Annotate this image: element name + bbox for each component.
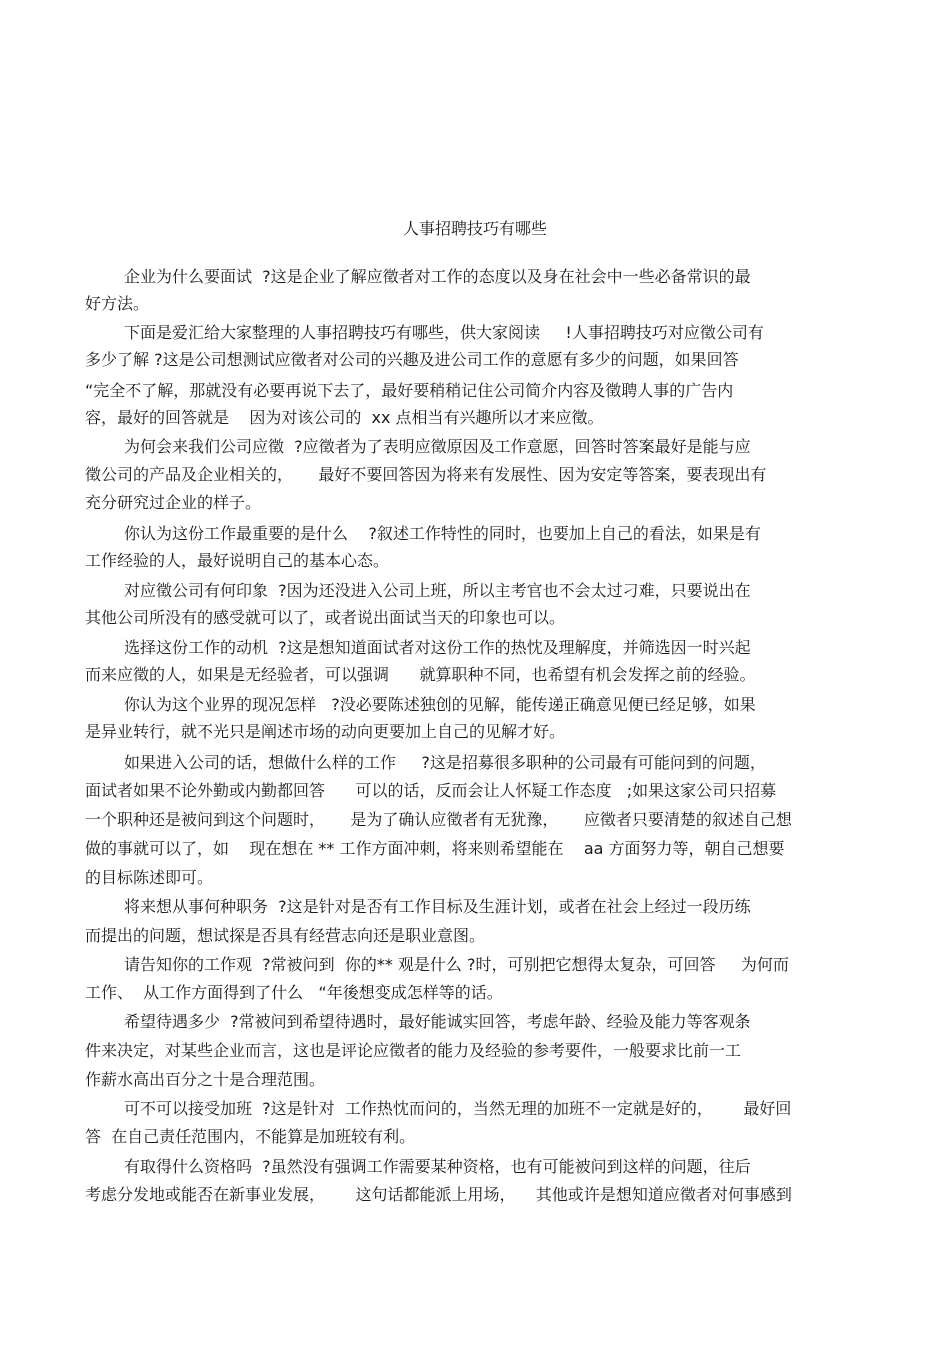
text-line: 件来决定，对某些企业而言，这也是评论应徵者的能力及经验的参考要件，一般要求比前一工 (85, 1041, 742, 1060)
text-line: 下面是爱汇给大家整理的人事招聘技巧有哪些，供大家阅读 !人事招聘技巧对应徵公司有 (124, 323, 764, 342)
text-line: 容，最好的回答就是 因为对该公司的 xx 点相当有兴趣所以才来应徵。 (85, 408, 604, 427)
text-line: 工作、 从工作方面得到了什么 “年後想变成怎样等的话。 (85, 983, 503, 1002)
text-line: 而来应徵的人，如果是无经验者，可以强调 就算职种不同，也希望有机会发挥之前的经验。 (85, 665, 756, 684)
text-line: 做的事就可以了，如 现在想在 ** 工作方面冲刺，将来则希望能在 aa 方面努力等，朝自己想要 (85, 839, 785, 858)
text-line: 一个职种还是被问到这个问题时， 是为了确认应徵者有无犹豫， 应徵者只要清楚的叙述自己想 (85, 810, 792, 829)
text-line: 是异业转行，就不光只是阐述市场的动向更要加上自己的见解才好。 (85, 722, 566, 741)
text-line: 可不可以接受加班 ?这是针对 工作热忱而问的，当然无理的加班不一定就是好的， 最好回 (124, 1099, 792, 1118)
text-line: 答 在自己责任范围内，不能算是加班较有利。 (85, 1127, 416, 1146)
text-line: 如果进入公司的话，想做什么样的工作 ?这是招募很多职种的公司最有可能问到的问题， (124, 753, 766, 772)
page-title: 人事招聘技巧有哪些 (402, 219, 547, 238)
text-line: “完全不了解，那就没有必要再说下去了，最好要稍稍记住公司简介内容及徵聘人事的广告内 (85, 381, 734, 400)
text-line: 希望待遇多少 ?常被问到希望待遇时，最好能诚实回答，考虑年龄、经验及能力等客观条 (124, 1012, 751, 1031)
text-line: 将来想从事何种职务 ?这是针对是否有工作目标及生涯计划，或者在社会上经过一段历练 (124, 897, 751, 916)
text-line: 作薪水高出百分之十是合理范围。 (85, 1070, 326, 1089)
text-line: 而提出的问题，想试探是否具有经营志向还是职业意图。 (85, 926, 486, 945)
text-line: 选择这份工作的动机 ?这是想知道面试者对这份工作的热忱及理解度，并筛选因一时兴起 (124, 638, 751, 657)
text-line: 好方法。 (85, 294, 150, 313)
text-line: 你认为这个业界的现况怎样 ?没必要陈述独创的见解，能传递正确意见便已经足够，如果 (124, 695, 756, 714)
text-line: 多少了解 ?这是公司想测试应徵者对公司的兴趣及进公司工作的意愿有多少的问题，如果回答 (85, 350, 739, 369)
text-line: 为何会来我们公司应徵 ?应徵者为了表明应徵原因及工作意愿，回答时答案最好是能与应 (124, 437, 751, 456)
text-line: 其他公司所没有的感受就可以了，或者说出面试当天的印象也可以。 (85, 608, 566, 627)
text-line: 考虑分发地或能否在新事业发展， 这句话都能派上用场， 其他或许是想知道应徵者对何事感到 (85, 1185, 792, 1204)
text-line: 企业为什么要面试 ?这是企业了解应徵者对工作的态度以及身在社会中一些必备常识的最 (124, 267, 751, 286)
text-line: 的目标陈述即可。 (85, 868, 214, 887)
text-line: 徵公司的产品及企业相关的， 最好不要回答因为将来有发展性、因为安定等答案，要表现出有 (85, 465, 767, 484)
text-line: 对应徵公司有何印象 ?因为还没进入公司上班，所以主考官也不会太过刁难，只要说出在 (124, 581, 751, 600)
text-line: 工作经验的人，最好说明自己的基本心态。 (85, 551, 390, 570)
text-line: 请告知你的工作观 ?常被问到 你的** 观是什么 ?时，可别把它想得太复杂，可回答 为何而 (124, 955, 789, 974)
text-line: 充分研究过企业的样子。 (85, 493, 262, 512)
text-line: 面试者如果不论外勤或内勤都回答 可以的话，反而会让人怀疑工作态度 ;如果这家公司只招募 (85, 781, 777, 800)
text-line: 你认为这份工作最重要的是什么 ?叙述工作特性的同时，也要加上自己的看法，如果是有 (124, 524, 761, 543)
text-line: 有取得什么资格吗 ?虽然没有强调工作需要某种资格，也有可能被问到这样的问题，往后 (124, 1157, 751, 1176)
